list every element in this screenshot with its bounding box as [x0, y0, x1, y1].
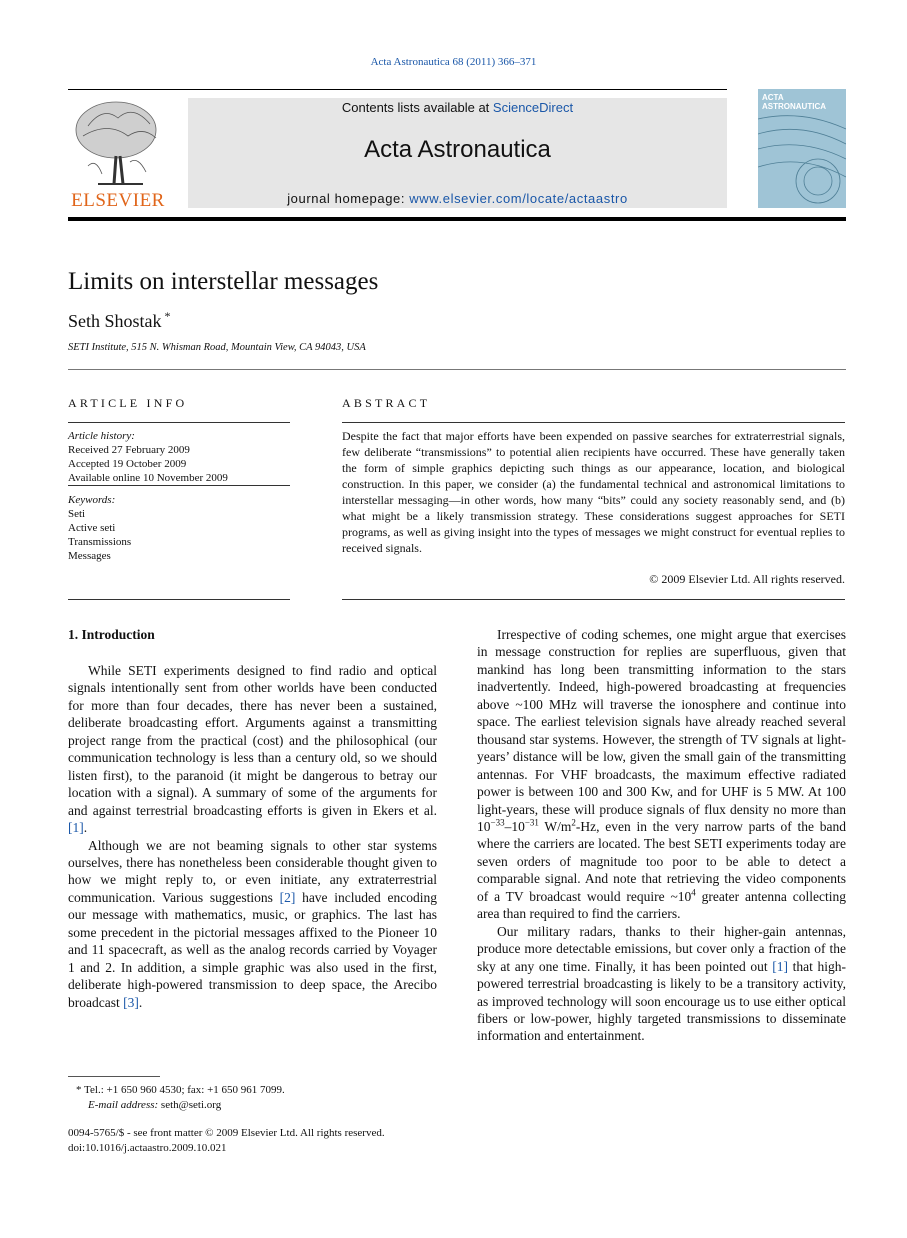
- paragraph: [68, 662, 437, 837]
- footnote-tel-text: Tel.: +1 650 960 4530; fax: +1 650 961 7099.: [81, 1084, 285, 1096]
- elsevier-wordmark: ELSEVIER: [71, 190, 165, 211]
- section-heading: 1. Introduction: [68, 627, 155, 642]
- left-column: [68, 662, 437, 1011]
- sciencedirect-link[interactable]: ScienceDirect: [492, 100, 574, 115]
- history-rule: [68, 485, 290, 486]
- exponent: −33: [490, 817, 505, 828]
- keyword-item: Active seti: [68, 522, 116, 534]
- author-footnote: [76, 1083, 285, 1113]
- article-title: Limits on interstellar messages: [68, 268, 379, 295]
- abstract-text: Despite the fact that major efforts have been expended on passive searches for extraterrestrial signals, few deliberate “transmissions” to potential alien recipients have occurred. These have generally taken the form of simple graphics depicting such things as our appearance, location, and biological construction. In this paper, we consider (a) the fundamental technical and astronomical limitations to interstellar messaging—in other words, how many “bits” could any society reasonably send, and (b) what might be a likely transmission strategy. These considerations suggest approaches for SETI programs, as well as giving insight into the types of messages we might construct for eventual replies to received signals.: [342, 429, 845, 555]
- email-label: E-mail address:: [88, 1099, 159, 1111]
- header-rule: [68, 89, 727, 90]
- history-online: Available online 10 November 2009: [68, 472, 228, 484]
- issn-line: 0094-5765/$ - see front matter © 2009 Elsevier Ltd. All rights reserved.: [68, 1127, 385, 1139]
- author-text: Seth Shostak: [68, 311, 162, 331]
- footnote-tel: [76, 1083, 285, 1098]
- author-footnote-mark[interactable]: *: [164, 309, 171, 323]
- paragraph: [68, 837, 437, 1012]
- citation-link[interactable]: [1]: [68, 820, 84, 836]
- paragraph-text: greater antenna collecting area than required to find the carriers.: [477, 888, 846, 922]
- keyword-item: Messages: [68, 550, 111, 562]
- abstract-bottom-rule: [342, 599, 845, 600]
- history-received: Received 27 February 2009: [68, 444, 190, 456]
- paragraph-text: have included encoding our message with mathematics, music, or graphics. The last has some precedent in the pictorial messages affixed to the Pioneer 10 and 11 spacecraft, as well as the analog records carried by Voyager 1 and 2. In addition, a simple graphic was also used in the first, deliberate high-powered transmission to deep space, the Arecibo broadcast: [68, 889, 437, 1010]
- article-info-rule: [68, 422, 290, 423]
- citation-link[interactable]: [3]: [123, 994, 139, 1010]
- exponent: 4: [691, 887, 696, 898]
- contents-line: [188, 100, 727, 115]
- email-address[interactable]: seth@seti.org: [158, 1099, 222, 1111]
- contents-prefix: Contents lists available at: [341, 100, 493, 115]
- journal-citation[interactable]: Acta Astronautica 68 (2011) 366–371: [370, 56, 537, 68]
- citation-link[interactable]: [1]: [772, 958, 788, 974]
- paragraph: [477, 626, 846, 923]
- copyright-line: © 2009 Elsevier Ltd. All rights reserved.: [649, 572, 845, 586]
- footnote-rule: [68, 1076, 160, 1077]
- homepage-prefix: journal homepage:: [287, 191, 410, 206]
- paragraph-text: that high-powered terrestrial broadcasting is likely to be a transitory activity, as improved technology will soon encourage us to use either optical fibers or low-power, highly targeted transmissions to disseminate information and entertainment.: [477, 958, 846, 1044]
- footnote-email: [76, 1098, 285, 1113]
- cover-title: ACTA ASTRONAUTICA: [762, 93, 826, 111]
- author-name: [68, 309, 171, 332]
- tree-icon: [68, 96, 168, 188]
- homepage-link[interactable]: www.elsevier.com/locate/actaastro: [409, 191, 628, 206]
- keyword-item: Seti: [68, 508, 86, 520]
- doi-line[interactable]: doi:10.1016/j.actaastro.2009.10.021: [68, 1142, 227, 1154]
- article-info-bottom-rule: [68, 599, 290, 600]
- paragraph-text: W/m: [538, 818, 572, 834]
- paragraph-text: .: [138, 994, 143, 1010]
- paragraph: [477, 923, 846, 1045]
- article-history: [68, 429, 290, 485]
- right-column: [477, 626, 846, 1045]
- paragraph-text: -Hz, even in the very narrow parts of the band where the carriers are located. The best SETI experiments today are seven orders of magnitude too poor to be able to detect a comparable signal. And note that retrieving the video components of a TV broadcast would require ~10: [477, 818, 847, 904]
- journal-homepage: [188, 191, 727, 206]
- abstract-rule: [342, 422, 845, 423]
- paragraph-text: Our military radars, thanks to their higher-gain antennas, produce more detectable emissions, but cover only a fraction of the sky at any one time. Finally, it has been pointed out: [477, 923, 846, 974]
- article-info-heading: ARTICLE INFO: [68, 396, 188, 410]
- abstract-heading: ABSTRACT: [342, 396, 431, 410]
- keyword-item: Transmissions: [68, 536, 132, 548]
- masthead-rule: [68, 217, 846, 221]
- author-affiliation: SETI Institute, 515 N. Whisman Road, Mountain View, CA 94043, USA: [68, 342, 366, 353]
- keywords-block: [68, 493, 290, 563]
- paragraph-text: Although we are not beaming signals to other star systems ourselves, there has nonetheless been considerable thought given to how we might reply to, or even initiate, any extraterrestrial communication. Various suggestions: [68, 837, 437, 905]
- paragraph-text: .: [83, 820, 88, 836]
- exponent: −31: [524, 817, 539, 828]
- paragraph-text: Irrespective of coding schemes, one might argue that exercises in message construction for replies are superfluous, given that mankind has long been transmitting information to the stars inadvertently. Indeed, high-powered broadcasting at frequencies above ~100 MHz will traverse the ionosphere and continue into space. The earliest television signals have already reached several thousand star systems. However, the strength of TV signals at light-years’ distance will be low, given the small gain of the transmitting antennas. For VHF broadcasts, the maximum effective radiated power is between 100 and 300 Kw, and for UHF is 5 MW. At 100 light-years, these will produce signals of flux density no more than 10: [477, 627, 846, 834]
- keywords-label: Keywords:: [68, 494, 116, 506]
- paragraph-text: –10: [504, 818, 525, 834]
- exponent: 2: [571, 817, 576, 828]
- paragraph-text: While SETI experiments designed to find radio and optical signals intentionally sent from other worlds have been conducted for more than four decades, there has never been a sustained, deliberate broadcasting effort. Arguments against a transmitting project range from the practical (cost) and the philosophical (our communication technology is less than a century old, so we should listen first), to the paranoid (it might be dangerous to betray our location with a signal). A summary of some of the arguments for and against terrestrial broadcasting efforts is given in Ekers et al.: [68, 663, 437, 818]
- journal-cover-thumbnail: [758, 89, 846, 208]
- title-rule: [68, 369, 846, 370]
- citation-link[interactable]: [2]: [279, 889, 296, 905]
- journal-title: Acta Astronautica: [364, 136, 551, 163]
- history-label: Article history:: [68, 430, 135, 442]
- footnote-mark: *: [76, 1084, 82, 1096]
- history-accepted: Accepted 19 October 2009: [68, 458, 187, 470]
- front-matter-footer: [68, 1126, 385, 1156]
